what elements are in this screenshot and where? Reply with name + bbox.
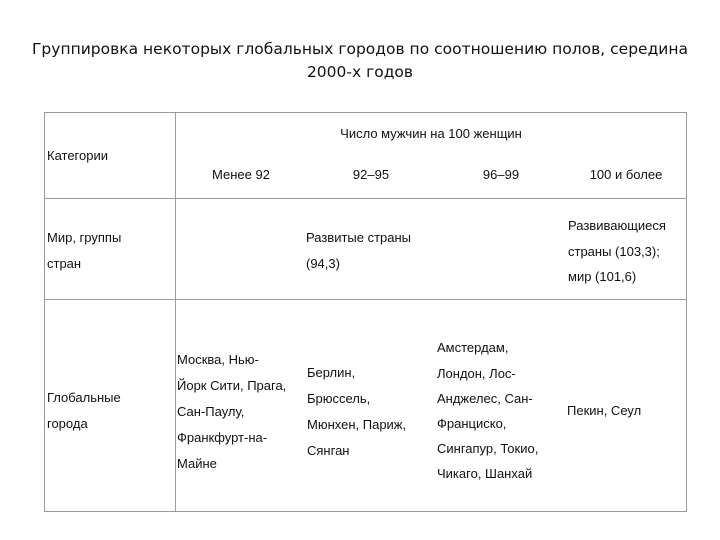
developing-countries-line-2: страны (103,3); bbox=[568, 244, 660, 259]
cities-col1-line-3: Сан-Паулу, bbox=[177, 404, 245, 419]
cities-col4-line-1: Пекин, Сеул bbox=[567, 403, 642, 418]
cities-col1-line-5: Майне bbox=[177, 456, 217, 471]
cities-col2-line-4: Сянган bbox=[307, 443, 350, 458]
cities-col1-line-2: Йорк Сити, Прага, bbox=[177, 378, 287, 393]
world-row-label-line-1: Мир, группы bbox=[47, 230, 122, 245]
sex-ratio-table bbox=[44, 112, 687, 512]
developed-countries-line-2: (94,3) bbox=[306, 256, 340, 271]
developed-countries-line-1: Развитые страны bbox=[306, 230, 412, 245]
cities-row-label-line-2: города bbox=[47, 416, 88, 431]
title-line-1: Группировка некоторых глобальных городов по соотношению полов, середина bbox=[31, 40, 688, 58]
column-header-3: 96–99 bbox=[482, 167, 520, 182]
cities-row-label-line-1: Глобальные bbox=[47, 390, 121, 405]
world-row-label-line-2: стран bbox=[47, 256, 82, 271]
developing-countries-line-3: мир (101,6) bbox=[568, 269, 637, 284]
grid-line-header bbox=[45, 198, 686, 199]
cities-col2-line-1: Берлин, bbox=[307, 365, 356, 380]
cities-col2-line-3: Мюнхен, Париж, bbox=[307, 417, 407, 432]
cities-col3-line-3: Анджелес, Сан- bbox=[437, 391, 533, 406]
grid-line-world bbox=[45, 299, 686, 300]
cities-col1-line-1: Москва, Нью- bbox=[177, 352, 259, 367]
title-line-2: 2000-х годов bbox=[306, 63, 414, 81]
cities-col3-line-5: Сингапур, Токио, bbox=[437, 441, 539, 456]
cities-col3-line-4: Франциско, bbox=[437, 416, 507, 431]
cities-col3-line-6: Чикаго, Шанхай bbox=[437, 466, 533, 481]
column-header-1: Менее 92 bbox=[212, 167, 270, 182]
cities-col1-line-4: Франкфурт-на- bbox=[177, 430, 268, 445]
slide-title bbox=[30, 38, 690, 84]
column-header-2: 92–95 bbox=[352, 167, 390, 182]
developing-countries-line-1: Развивающиеся bbox=[568, 218, 666, 233]
cities-col3-line-1: Амстердам, bbox=[437, 340, 509, 355]
column-header-4: 100 и более bbox=[589, 167, 663, 182]
header-group-label: Число мужчин на 100 женщин bbox=[340, 126, 522, 141]
cities-col3-line-2: Лондон, Лос- bbox=[437, 366, 516, 381]
cities-col2-line-2: Брюссель, bbox=[307, 391, 371, 406]
categories-label: Категории bbox=[47, 148, 108, 163]
